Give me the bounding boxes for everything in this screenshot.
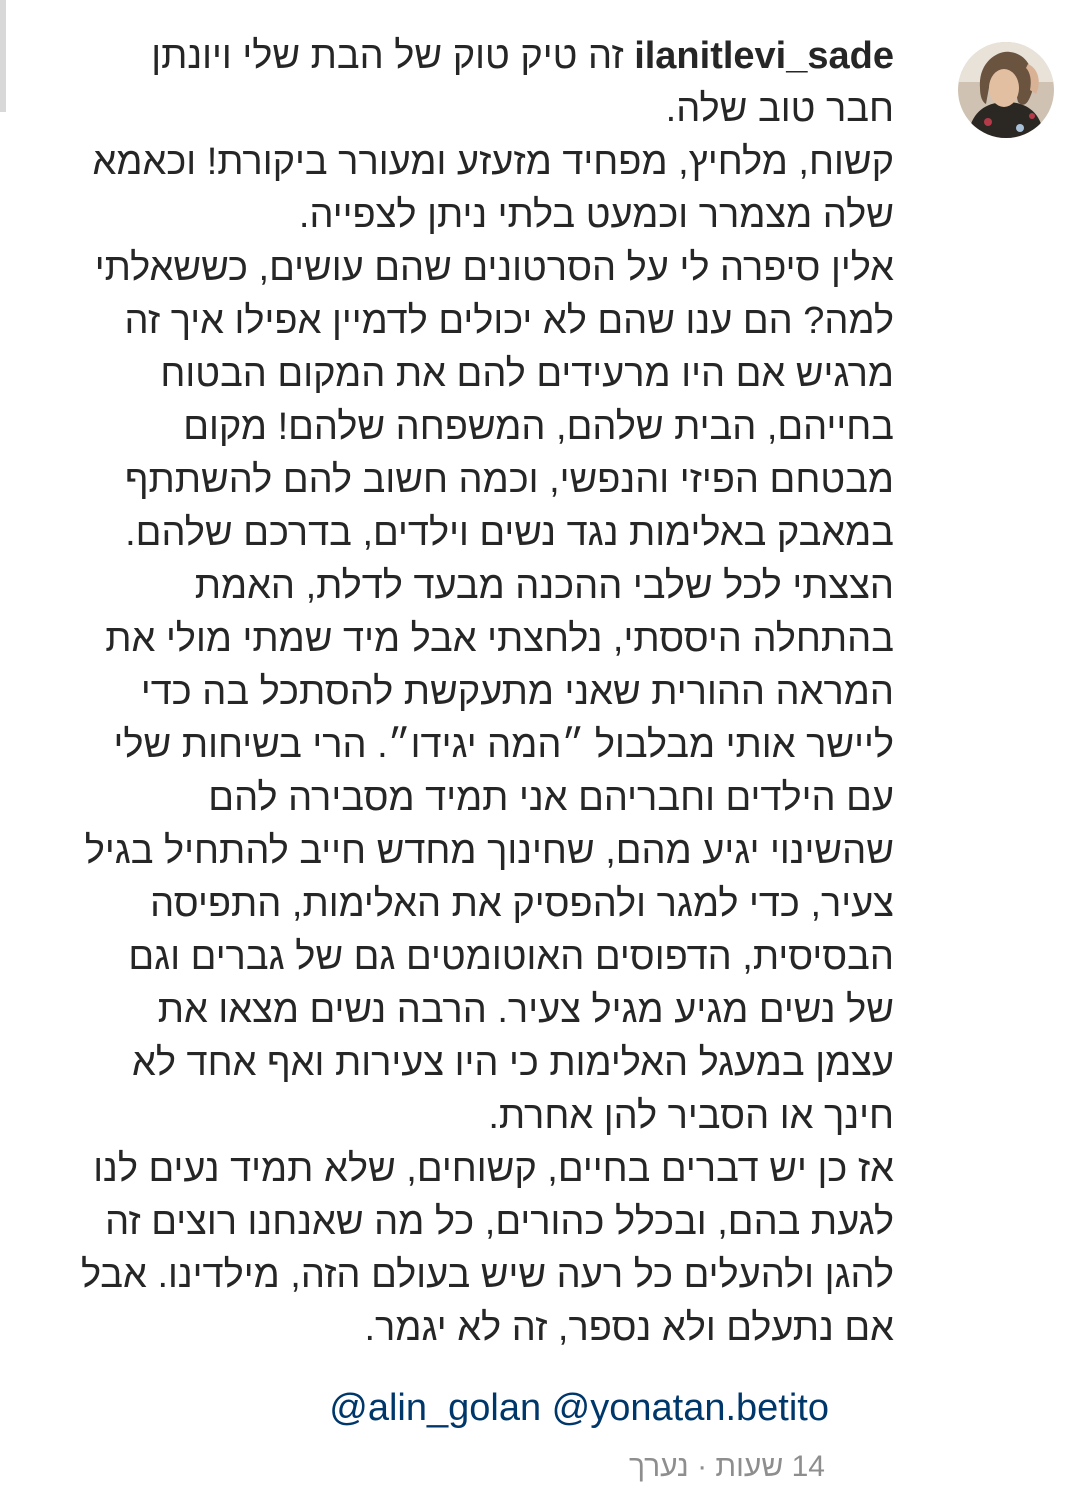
comment-paragraph-5: אז כן יש דברים בחיים, קשוחים, שלא תמיד נעים לנו לגעת בהם, ובכלל כהורים, כל מה שאנחנו רוצים זה להגן ולהעלים כל רעה שיש בעולם הזה, מילדינו. אבל אם נתעלם ולא נספר, זה לא יגמר.: [80, 1148, 894, 1349]
mention-link[interactable]: @yonatan.betito: [551, 1387, 829, 1429]
comment-meta: [629, 1450, 825, 1484]
avatar-photo: [958, 42, 1054, 138]
comment-paragraph-2: קשוח, מלחיץ, מפחיד מזעזע ומעורר ביקורת! וכאמא שלה מצמרר וכמעט בלתי ניתן לצפייה.: [92, 141, 894, 236]
edited-label: נערך: [629, 1450, 689, 1483]
timestamp: 14 שעות: [715, 1450, 825, 1483]
comment-body: [74, 30, 894, 1355]
comment-paragraph-1: [74, 30, 894, 136]
comment-paragraph-3: אלין סיפרה לי על הסרטונים שהם עושים, כששאלתי למה? הם ענו שהם לא יכולים לדמיין אפילו איך זה מרגיש אם היו מרעידים להם את המקום הבטוח בחייהם, הבית שלהם, המשפחה שלהם! מקום מבטחם הפיזי והנפשי, וכמה חשוב להם להשתתף במאבק באלימות נגד נשים וילדים, בדרכם שלהם.: [94, 247, 894, 554]
comment-paragraph-4: הצצתי לכל שלבי ההכנה מבעד לדלת, האמת בהתחלה היססתי, נלחצתי אבל מיד שמתי מולי את המראה ההורית שאני מתעקשת להסתכל בה כדי ליישר אותי מבלבול ״המה יגידו״. הרי בשיחות שלי עם הילדים וחבריהם אני תמיד מסבירה להם שהשינוי יגיע מהם, שחינוך מחדש חייב להתחיל בגיל צעיר, כדי למגר ולהפסיק את האלימות, התפיסה הבסיסית, הדפוסים האוטומטים גם של גברים וגם של נשים מגיע מגיל צעיר. הרבה נשים מצאו את עצמן במעגל האלימות כי היו צעירות ואף אחד לא חינך או הסביר להן אחרת.: [84, 565, 894, 1137]
author-username[interactable]: ilanitlevi_sade: [634, 35, 894, 77]
meta-separator: ·: [697, 1450, 708, 1483]
mentions: [329, 1382, 829, 1435]
mention-link[interactable]: @alin_golan: [329, 1387, 542, 1429]
avatar[interactable]: [958, 42, 1054, 138]
scroll-edge: [0, 0, 6, 112]
comment-text-1: זה טיק טוק של הבת שלי ויונתן חבר טוב שלה.: [151, 35, 894, 130]
